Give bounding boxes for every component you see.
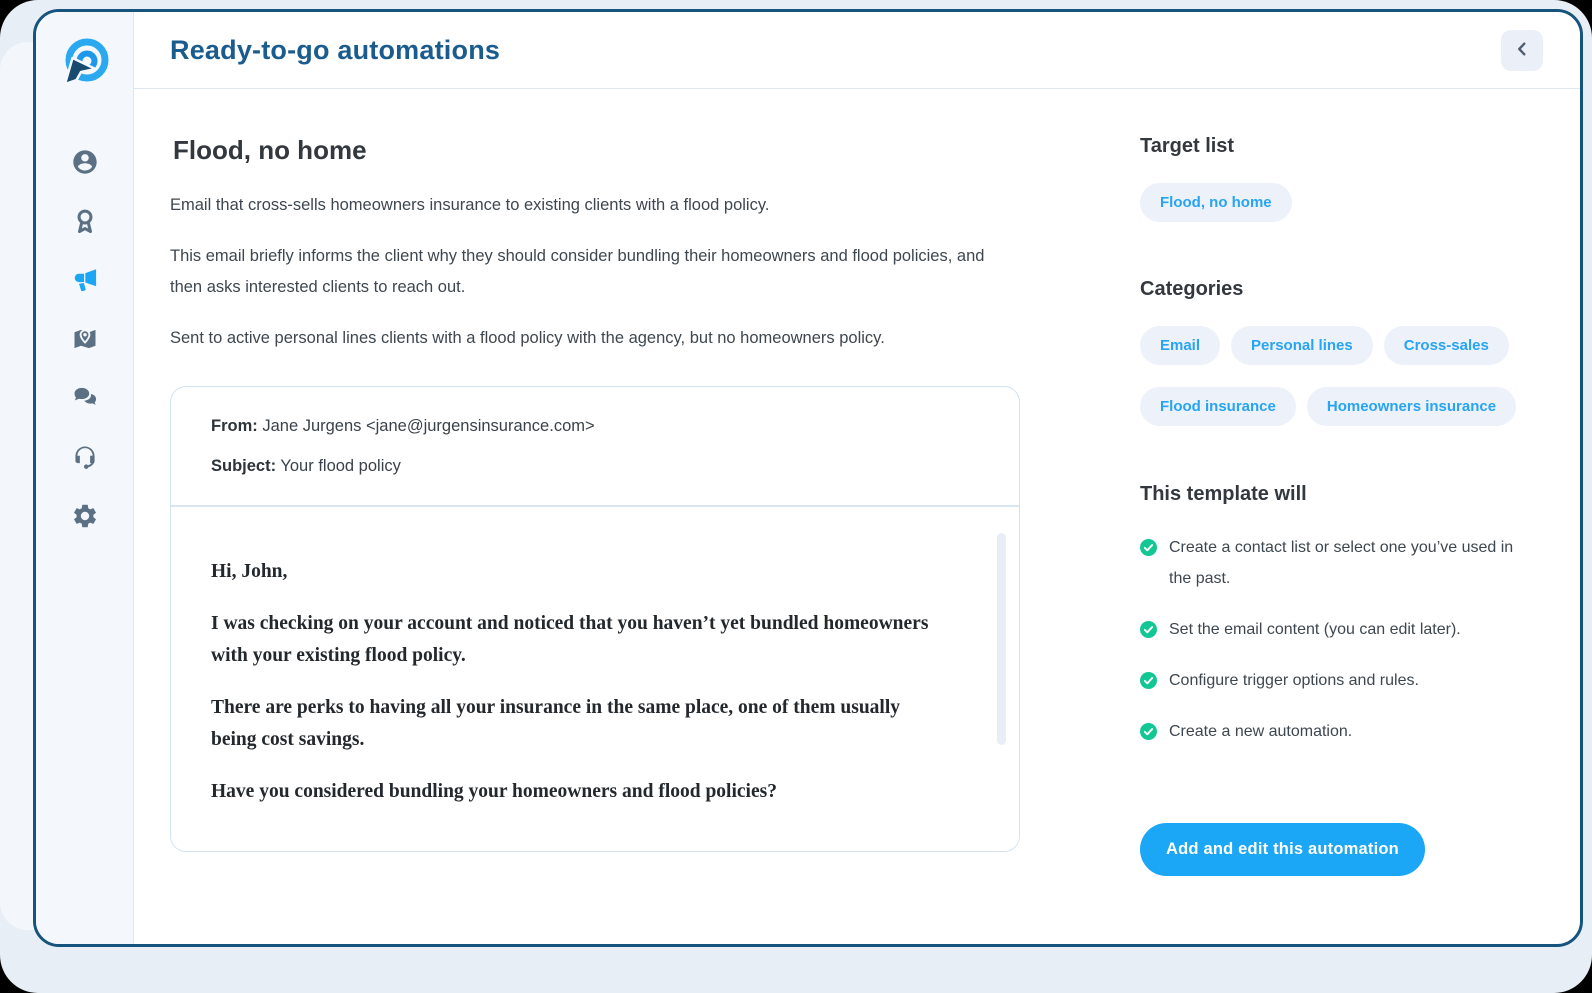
email-from-label: From: (211, 417, 258, 435)
email-subject-label: Subject: (211, 457, 277, 475)
template-detail (134, 89, 1089, 944)
target-list-tag: Flood, no home (1140, 183, 1292, 222)
gear-icon (71, 502, 99, 535)
sidebar-nav (70, 149, 100, 533)
award-icon (71, 207, 99, 240)
template-description: Sent to active personal lines clients with a flood policy with the agency, but no homeowners policy. (170, 329, 885, 347)
category-tag: Email (1140, 326, 1220, 365)
app-window (33, 9, 1583, 947)
checklist-item-text: Create a contact list or select one you’ve used in the past. (1169, 539, 1514, 587)
sidebar-item-map[interactable] (70, 326, 100, 356)
account-icon (71, 148, 99, 181)
email-body-paragraph: I was checking on your account and noticed that you haven’t yet bundled homeowners with your existing flood policy. (211, 612, 929, 666)
categories-section (1140, 278, 1523, 426)
category-tag: Cross-sales (1384, 326, 1509, 365)
template-description: Email that cross-sells homeowners insurance to existing clients with a flood policy. (170, 196, 770, 214)
back-button[interactable] (1501, 30, 1543, 71)
category-tag: Flood insurance (1140, 387, 1296, 426)
check-circle-icon (1140, 621, 1157, 638)
template-will-section (1140, 483, 1523, 747)
sidebar-item-marketing[interactable] (70, 267, 100, 297)
template-summary-panel (1089, 89, 1583, 944)
headset-icon (71, 443, 99, 476)
email-preview-header (171, 387, 1019, 505)
page-title: Ready-to-go automations (170, 34, 501, 65)
checklist-item (1140, 716, 1523, 747)
chevron-left-icon (1511, 38, 1533, 63)
sidebar-item-awards[interactable] (70, 208, 100, 238)
check-circle-icon (1140, 539, 1157, 556)
checklist-item (1140, 665, 1523, 696)
category-tag: Homeowners insurance (1307, 387, 1516, 426)
template-will-checklist (1140, 532, 1523, 747)
email-from-value: Jane Jurgens <jane@jurgensinsurance.com> (262, 417, 595, 435)
sidebar-item-account[interactable] (70, 149, 100, 179)
sidebar (36, 12, 134, 944)
category-tag: Personal lines (1231, 326, 1373, 365)
template-will-heading: This template will (1140, 483, 1307, 505)
checklist-item (1140, 614, 1523, 645)
email-body-paragraph: There are perks to having all your insurance in the same place, one of them usually being cost savings. (211, 696, 901, 750)
add-and-edit-automation-button[interactable]: Add and edit this automation (1140, 823, 1425, 876)
target-list-section (1140, 135, 1523, 222)
page-header (134, 12, 1580, 89)
target-list-heading: Target list (1140, 135, 1235, 157)
checklist-item (1140, 532, 1523, 594)
email-body-paragraph: Hi, John, (211, 560, 288, 582)
checklist-item-text: Set the email content (you can edit later). (1169, 621, 1461, 638)
categories-heading: Categories (1140, 278, 1244, 300)
checklist-item-text: Configure trigger options and rules. (1169, 672, 1419, 689)
checklist-item-text: Create a new automation. (1169, 723, 1353, 740)
chat-bubbles-icon (71, 384, 99, 417)
check-circle-icon (1140, 672, 1157, 689)
template-title: Flood, no home (173, 135, 367, 165)
map-pin-icon (71, 325, 99, 358)
content-area (134, 89, 1580, 944)
email-subject-row (211, 458, 979, 475)
check-circle-icon (1140, 723, 1157, 740)
email-from-row (211, 418, 979, 435)
email-preview-card (170, 386, 1020, 852)
email-body-scrollbar[interactable] (997, 533, 1006, 745)
sidebar-item-settings[interactable] (70, 503, 100, 533)
main-column (134, 12, 1580, 944)
email-body-preview (171, 507, 1019, 851)
sidebar-item-support[interactable] (70, 444, 100, 474)
sidebar-item-messages[interactable] (70, 385, 100, 415)
email-body-paragraph: Have you considered bundling your homeowners and flood policies? (211, 780, 777, 802)
template-description: This email briefly informs the client why they should consider bundling their homeowners and flood policies, and then asks interested clients to reach out. (170, 247, 985, 296)
email-subject-value: Your flood policy (280, 457, 401, 475)
megaphone-icon (71, 266, 99, 299)
app-logo-icon[interactable] (58, 36, 112, 90)
